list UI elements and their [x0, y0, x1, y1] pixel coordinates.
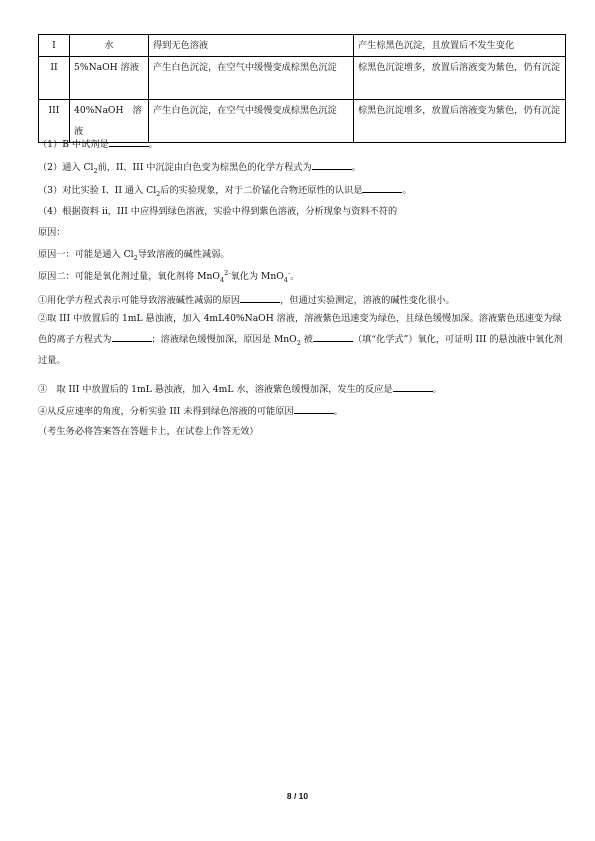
question-3: （3）对比实验 I、II 通入 $Cl_2$后的实验现象，对于二价锰化合物还原性的认识是 。 [38, 182, 566, 198]
answer-blank [362, 182, 402, 193]
question-2: （2）通入 $Cl_2$前，II、III 中沉淀由白色变为棕黑色的化学方程式为 。 [38, 159, 566, 175]
table-row [39, 35, 566, 57]
answer-blank [393, 381, 433, 392]
observation-before-cell: 产生白色沉淀，在空气中缓慢变成棕黑色沉淀 [149, 57, 354, 100]
answer-blank [294, 403, 334, 414]
page-number: 8 / 10 [286, 791, 309, 801]
experiment-table [38, 34, 566, 143]
observation-after-cell: 棕黑色沉淀增多，放置后溶液变为紫色，仍有沉淀 [354, 57, 566, 100]
answer-blank [240, 292, 280, 303]
sub-question-1: ①用化学方程式表示可能导致溶液碱性减弱的原因 ，但通过实验测定，溶液的碱性变化很小。 [38, 292, 566, 308]
sub-question-3: ③ 取 III 中放置后的 1mL 悬浊液，加入 4mL 水，溶液紫色缓慢加深，发生的反应是 。 [38, 381, 566, 397]
exam-note: （考生务必将答案答在答题卡上，在试卷上作答无效） [38, 426, 259, 437]
table-row [39, 57, 566, 100]
row-number: III [39, 100, 70, 143]
reason-one: 原因一：可能是通入 $Cl_2$导致溶液的碱性减弱。 [38, 249, 230, 262]
row-number: II [39, 57, 70, 100]
sub-question-4: ④从反应速率的角度，分析实验 III 未得到绿色溶液的可能原因 。 [38, 403, 566, 419]
reagent-cell: 40%NaOH 溶液 [70, 100, 149, 143]
answer-blank [112, 331, 152, 342]
question-1: （1）B 中试剂是 。 [38, 136, 566, 152]
answer-blank [313, 331, 353, 342]
sub-question-2: ②取 III 中放置后的 1mL 悬浊液，加入 4mL40%NaOH 溶液，溶液紫色迅速变为绿色，且绿色缓慢加深。溶液紫色迅速变为绿色的离子方程式为 ；溶液绿色缓慢加深，原因是 MnO$_2$ 被 （填“化学式”）氧化，可证明 III 的悬浊液中氧化剂过量。 [38, 313, 563, 366]
observation-before-cell: 得到无色溶液 [149, 35, 354, 57]
observation-before-cell: 产生白色沉淀，在空气中缓慢变成棕黑色沉淀 [149, 100, 354, 143]
question-4: （4）根据资料 ii，III 中应得到绿色溶液，实验中得到紫色溶液，分析现象与资料不符的 [38, 206, 398, 217]
reagent-cell: 5%NaOH 溶液 [70, 57, 149, 100]
reagent-cell: 水 [70, 35, 149, 57]
reason-two: 原因二：可能是氧化剂过量，氧化剂将 MnO$_4^{2-}$氧化为 MnO$_4$-。 [38, 268, 300, 284]
answer-blank [109, 136, 149, 147]
question-4-continued: 原因： [38, 227, 66, 238]
answer-blank [312, 159, 352, 170]
observation-after-cell: 产生棕黑色沉淀，且放置后不发生变化 [354, 35, 566, 57]
row-number: I [39, 35, 70, 57]
observation-after-cell: 棕黑色沉淀增多，放置后溶液变为紫色，仍有沉淀 [354, 100, 566, 143]
